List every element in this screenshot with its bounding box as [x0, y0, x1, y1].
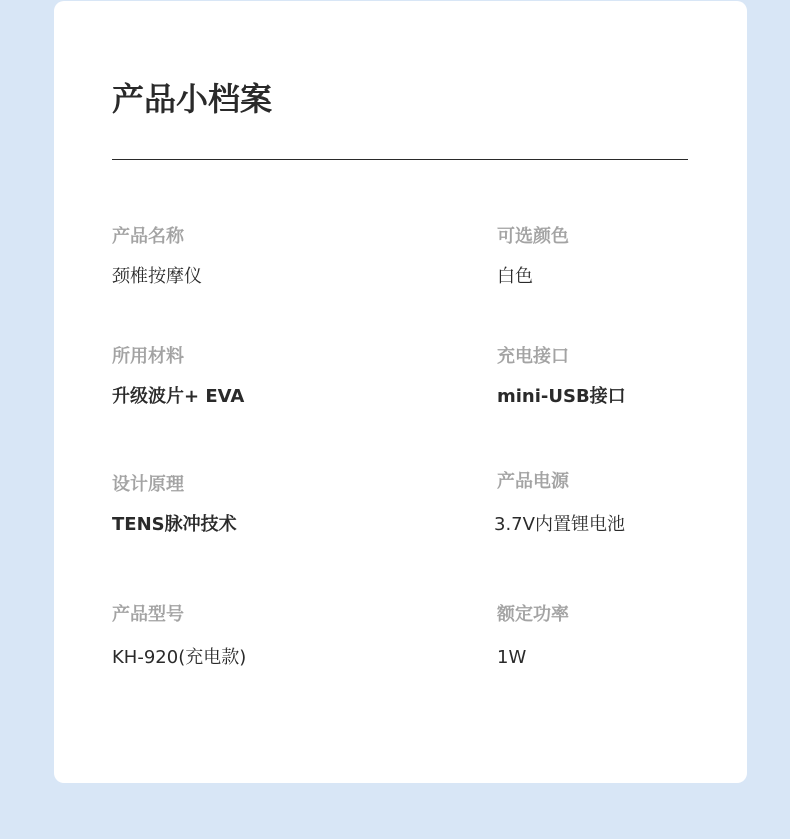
spec-label: 产品名称	[112, 226, 184, 247]
spec-label: 充电接口	[497, 346, 569, 367]
spec-label: 设计原理	[112, 474, 184, 495]
product-profile-card	[54, 1, 747, 783]
spec-value: 1W	[497, 647, 527, 668]
spec-value: TENS脉冲技术	[112, 514, 237, 535]
page-title: 产品小档案	[112, 80, 273, 118]
spec-label: 所用材料	[112, 346, 184, 367]
spec-value: 升级波片+ EVA	[112, 386, 245, 407]
title-divider	[112, 159, 688, 160]
spec-label: 可选颜色	[497, 226, 569, 247]
spec-value: mini-USB接口	[497, 386, 626, 407]
spec-value: 3.7V内置锂电池	[494, 514, 625, 535]
spec-label: 产品电源	[497, 471, 569, 492]
spec-value: 颈椎按摩仪	[112, 266, 202, 287]
spec-value: KH-920(充电款)	[112, 647, 247, 668]
spec-label: 额定功率	[497, 604, 569, 625]
spec-value: 白色	[497, 266, 533, 287]
spec-label: 产品型号	[112, 604, 184, 625]
